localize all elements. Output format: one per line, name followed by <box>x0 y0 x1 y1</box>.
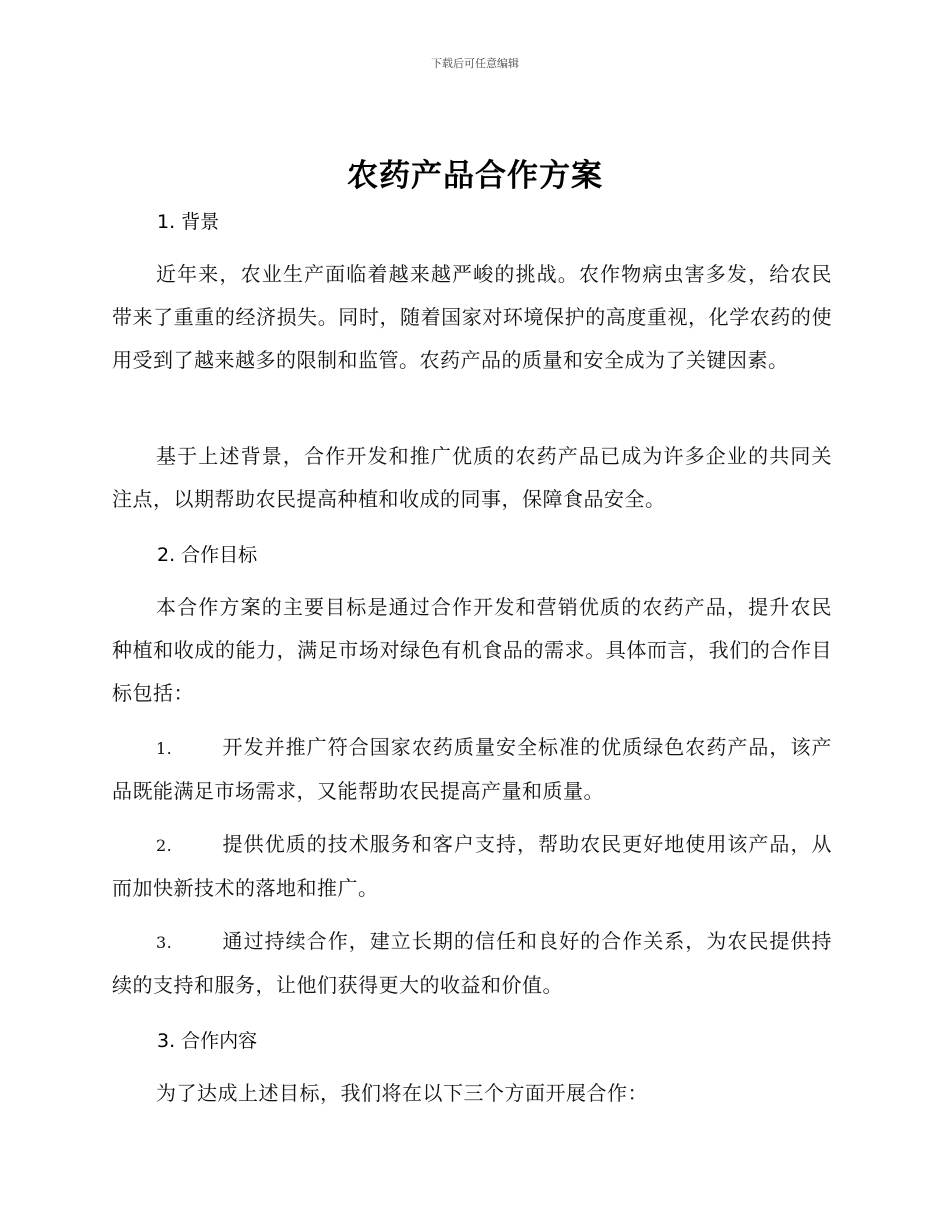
document-title: 农药产品合作方案 <box>347 158 603 194</box>
section-heading-goals: 2. 合作目标 <box>157 544 258 566</box>
list-item-text: 开发并推广符合国家农药质量安全标准的优质绿色农药产品，该产品既能满足市场需求，又能帮助农民提高产量和质量。 <box>112 735 832 803</box>
list-item-text: 提供优质的技术服务和客户支持，帮助农民更好地使用该产品，从而加快新技术的落地和推广。 <box>112 832 832 900</box>
paragraph: 为了达成上述目标，我们将在以下三个方面开展合作： <box>156 1081 648 1105</box>
header-note: 下载后可任意编辑 <box>431 57 519 70</box>
list-item <box>112 823 832 910</box>
paragraph: 本合作方案的主要目标是通过合作开发和营销优质的农药产品，提升农民种植和收成的能力，满足市场对绿色有机食品的需求。具体而言，我们的合作目标包括： <box>112 595 832 705</box>
list-item-number: 3. <box>156 933 173 952</box>
section-heading-background: 1. 背景 <box>157 211 220 233</box>
list-item <box>112 920 832 1007</box>
section-body-goals <box>112 586 832 715</box>
section-body-content <box>112 1072 832 1115</box>
section-heading-content: 3. 合作内容 <box>157 1030 258 1052</box>
section-body-background-2 <box>112 435 832 521</box>
paragraph: 基于上述背景，合作开发和推广优质的农药产品已成为许多企业的共同关注点，以期帮助农民提高种植和收成的同事，保障食品安全。 <box>112 444 832 511</box>
list-item-text: 通过持续合作，建立长期的信任和良好的合作关系，为农民提供持续的支持和服务，让他们获得更大的收益和价值。 <box>112 929 832 997</box>
paragraph: 近年来，农业生产面临着越来越严峻的挑战。农作物病虫害多发，给农民带来了重重的经济损失。同时，随着国家对环境保护的高度重视，化学农药的使用受到了越来越多的限制和监管。农药产品的质量和安全成为了关键因素。 <box>112 262 832 372</box>
list-item-number: 1. <box>156 739 173 758</box>
list-item <box>112 726 832 813</box>
section-body-background <box>112 253 832 382</box>
list-item-number: 2. <box>156 836 173 855</box>
